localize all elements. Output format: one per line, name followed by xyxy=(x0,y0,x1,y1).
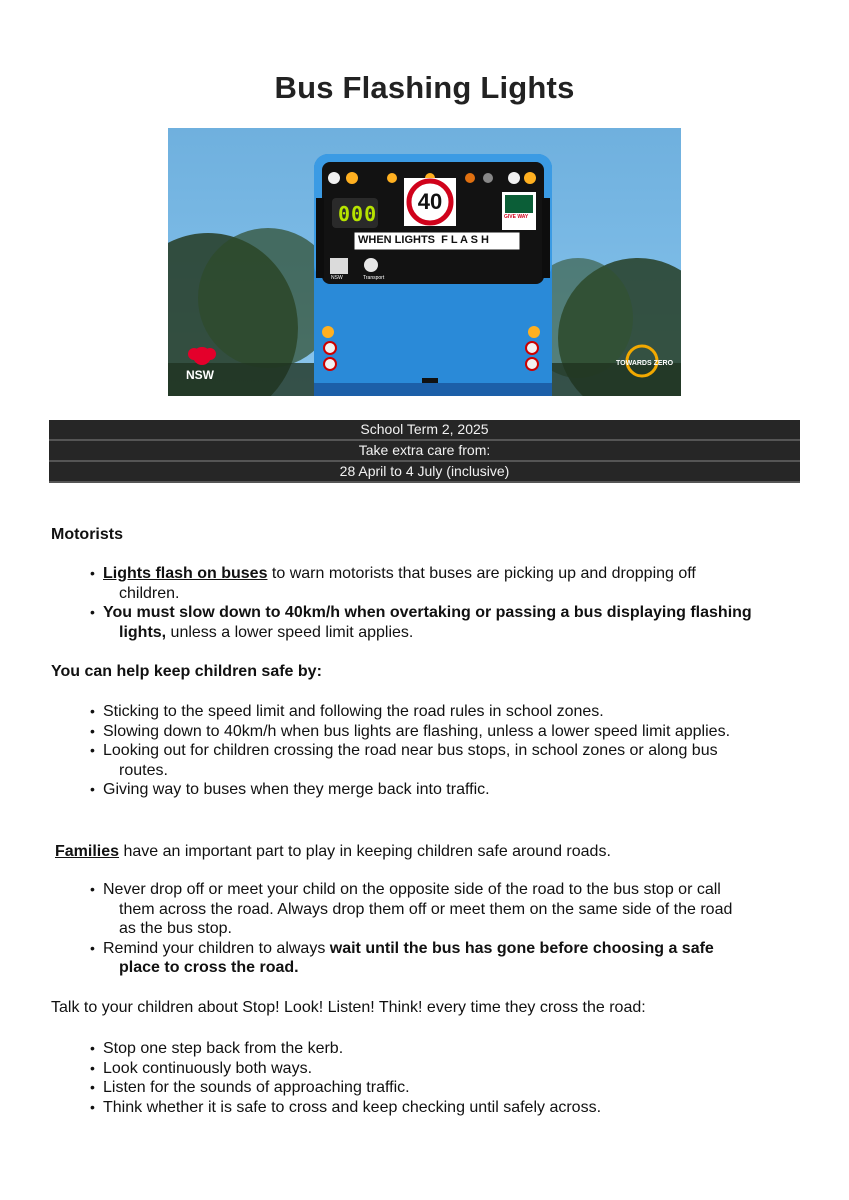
list-item: • You must slow down to 40km/h when overtaking or passing a bus displaying flashing lights, unless a lower speed limit applies. xyxy=(90,603,810,642)
banner-dates: 28 April to 4 July (inclusive) xyxy=(49,462,800,483)
list-item: • Sticking to the speed limit and following the road rules in school zones. xyxy=(90,702,810,722)
nsw-logo-text: NSW xyxy=(186,368,214,382)
list-item: • Giving way to buses when they merge back into traffic. xyxy=(90,780,810,800)
page-title: Bus Flashing Lights xyxy=(274,70,575,105)
list-item: • Slowing down to 40km/h when bus lights are flashing, unless a lower speed limit applies. xyxy=(90,722,810,742)
help-list xyxy=(90,702,810,800)
motorists-heading: Motorists xyxy=(51,526,123,543)
bus-illustration xyxy=(168,128,681,396)
when-lights-flash-sign: WHEN LIGHTS F L A S H xyxy=(358,234,489,246)
talk-list xyxy=(90,1039,810,1117)
banner-take-care: Take extra care from: xyxy=(49,441,800,462)
list-item: • Listen for the sounds of approaching traffic. xyxy=(90,1078,810,1098)
list-item: • Think whether it is safe to cross and keep checking until safely across. xyxy=(90,1098,810,1118)
families-list xyxy=(90,880,810,978)
list-item: • Look continuously both ways. xyxy=(90,1059,810,1079)
list-item: • Stop one step back from the kerb. xyxy=(90,1039,810,1059)
speed-limit-sign: 40 xyxy=(417,189,443,214)
hero-bus-image xyxy=(168,128,681,396)
lights-flash-link-text: Lights flash on buses xyxy=(103,565,268,582)
term-dates-banner xyxy=(49,420,800,483)
families-intro: Families have an important part to play in keeping children safe around roads. xyxy=(55,843,611,860)
banner-term: School Term 2, 2025 xyxy=(49,420,800,441)
give-way-label: GIVE WAY xyxy=(504,214,529,220)
list-item: • Looking out for children crossing the road near bus stops, in school zones or along bus routes. xyxy=(90,741,810,780)
transport-logo-text: Transport xyxy=(363,275,385,281)
list-item: • Remind your children to always wait until the bus has gone before choosing a safe place to cross the road. xyxy=(90,939,810,978)
digital-display: 000 xyxy=(338,202,378,226)
help-heading: You can help keep children safe by: xyxy=(51,663,322,680)
talk-intro: Talk to your children about Stop! Look! Listen! Think! every time they cross the road: xyxy=(51,999,646,1016)
towards-zero-text: TOWARDS ZERO xyxy=(616,360,674,367)
list-item: • Never drop off or meet your child on the opposite side of the road to the bus stop or call them across the road. Always drop them off or meet them on the same side of the road as the bus stop. xyxy=(90,880,810,939)
nsw-small-logo-text: NSW xyxy=(331,275,343,281)
list-item: • Lights flash on buses to warn motorists that buses are picking up and dropping off children. xyxy=(90,564,810,603)
motorists-list xyxy=(90,564,810,642)
